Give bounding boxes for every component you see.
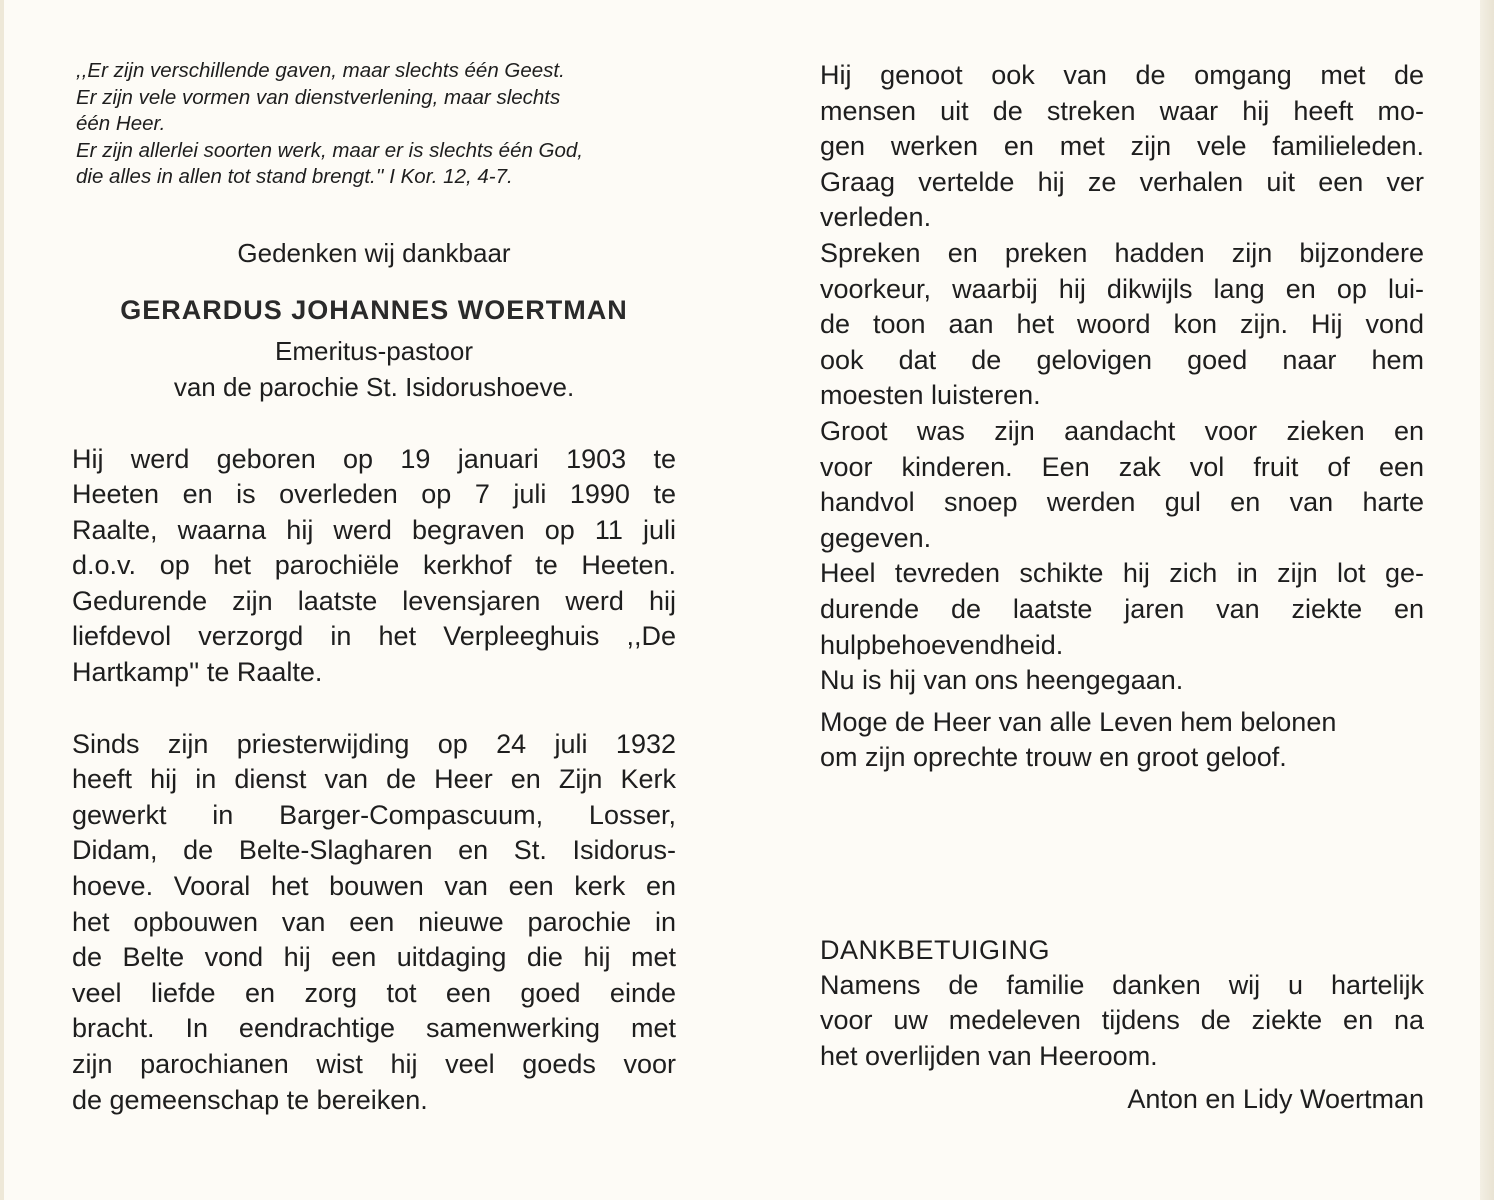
signature: Anton en Lidy Woertman bbox=[1127, 1083, 1424, 1114]
right-column bbox=[820, 58, 1424, 1117]
text-line: heeft hij in dienst van de Heer en Zijn Kerk bbox=[72, 764, 676, 795]
text-line: bracht. In eendrachtige samenwerking met bbox=[72, 1013, 676, 1044]
text-line: ook dat de gelovigen goed naar hem bbox=[820, 344, 1424, 375]
quote-line: Er zijn allerlei soorten werk, maar er is slechts één God, bbox=[76, 138, 584, 162]
text-line: Hartkamp'' te Raalte. bbox=[72, 657, 323, 688]
text-line: Groot was zijn aandacht voor zieken en bbox=[820, 415, 1424, 446]
right-paragraph-5 bbox=[820, 663, 1424, 699]
text-line: gewerkt in Barger-Compascuum, Losser, bbox=[72, 799, 676, 830]
thanks-paragraph bbox=[820, 968, 1424, 1075]
text-line: Nu is hij van ons heengegaan. bbox=[820, 665, 1184, 696]
paper-edge-left bbox=[0, 0, 4, 1200]
quote-line: Er zijn vele vormen van dienstverlening, maar slechts bbox=[76, 85, 561, 109]
text-line: Moge de Heer van alle Leven hem belonen bbox=[820, 706, 1337, 737]
biography-paragraph-2 bbox=[72, 727, 676, 1119]
text-line: verleden. bbox=[820, 202, 932, 233]
text-line: voor kinderen. Een zak vol fruit of een bbox=[820, 451, 1424, 482]
text-line: de toon aan het woord kon zijn. Hij vond bbox=[820, 309, 1424, 340]
paper-edge-right bbox=[1480, 0, 1494, 1200]
text-line: Didam, de Belte-Slagharen en St. Isidorus- bbox=[72, 835, 676, 866]
text-line: de gemeenschap te bereiken. bbox=[72, 1084, 428, 1115]
text-line: Hij werd geboren op 19 januari 1903 te bbox=[72, 443, 676, 474]
text-line: liefdevol verzorgd in het Verpleeghuis ,,De bbox=[72, 621, 676, 652]
bible-quote bbox=[76, 58, 676, 191]
thanks-heading: DANKBETUIGING bbox=[820, 934, 1051, 965]
biography-paragraph-1 bbox=[72, 442, 676, 691]
text-line: gegeven. bbox=[820, 522, 932, 553]
quote-line: één Heer. bbox=[76, 112, 166, 135]
text-line: zijn parochianen wist hij veel goeds voor bbox=[72, 1049, 676, 1079]
right-paragraph-2 bbox=[820, 236, 1424, 414]
right-paragraph-3 bbox=[820, 414, 1424, 556]
quote-line: ,,Er zijn verschillende gaven, maar slechts één Geest. bbox=[76, 59, 565, 82]
text-line: het opbouwen van een nieuwe parochie in bbox=[72, 906, 676, 937]
text-line: voor uw medeleven tijdens de ziekte en na bbox=[820, 1005, 1424, 1036]
text-line: Hij genoot ook van de omgang met de bbox=[820, 60, 1424, 90]
text-line: hoeve. Vooral het bouwen van een kerk en bbox=[72, 871, 676, 902]
text-line: durende de laatste jaren van ziekte en bbox=[820, 593, 1424, 624]
text-line: d.o.v. op het parochiële kerkhof te Heeten. bbox=[72, 550, 676, 581]
text-line: de Belte vond hij een uitdaging die hij met bbox=[72, 942, 676, 973]
text-line: mensen uit de streken waar hij heeft mo- bbox=[820, 95, 1424, 126]
left-column bbox=[72, 58, 676, 1118]
right-paragraph-1 bbox=[820, 58, 1424, 236]
text-line: Raalte, waarna hij werd begraven op 11 juli bbox=[72, 514, 676, 545]
text-line: handvol snoep werden gul en van harte bbox=[820, 487, 1424, 518]
text-line: moesten luisteren. bbox=[820, 380, 1041, 411]
text-line: Namens de familie danken wij u hartelijk bbox=[820, 969, 1424, 1000]
right-paragraph-4 bbox=[820, 556, 1424, 663]
text-line: voorkeur, waarbij hij dikwijls lang en op lui- bbox=[820, 273, 1424, 304]
text-line: Heel tevreden schikte hij zich in zijn lot ge- bbox=[820, 558, 1424, 589]
text-line: om zijn oprechte trouw en groot geloof. bbox=[820, 742, 1287, 773]
text-line: Spreken en preken hadden zijn bijzondere bbox=[820, 237, 1424, 268]
text-line: Gedurende zijn laatste levensjaren werd hij bbox=[72, 585, 676, 616]
deceased-name: GERARDUS JOHANNES WOERTMAN bbox=[120, 294, 628, 325]
text-line: Graag vertelde hij ze verhalen uit een ver bbox=[820, 166, 1424, 197]
text-line: gen werken en met zijn vele familieleden. bbox=[820, 131, 1424, 162]
text-line: het overlijden van Heeroom. bbox=[820, 1041, 1158, 1072]
greeting: Gedenken wij dankbaar bbox=[237, 237, 511, 268]
text-line: Sinds zijn priesterwijding op 24 juli 1932 bbox=[72, 728, 676, 759]
quote-line: die alles in allen tot stand brengt.'' I Kor. 12, 4-7. bbox=[76, 165, 513, 188]
title-line: Emeritus-pastoor bbox=[275, 335, 473, 366]
text-line: veel liefde en zorg tot een goed einde bbox=[72, 977, 676, 1008]
title-line: van de parochie St. Isidorushoeve. bbox=[173, 371, 575, 402]
right-paragraph-6 bbox=[820, 705, 1424, 776]
text-line: hulpbehoevendheid. bbox=[820, 629, 1064, 660]
text-line: Heeten en is overleden op 7 juli 1990 te bbox=[72, 479, 676, 510]
